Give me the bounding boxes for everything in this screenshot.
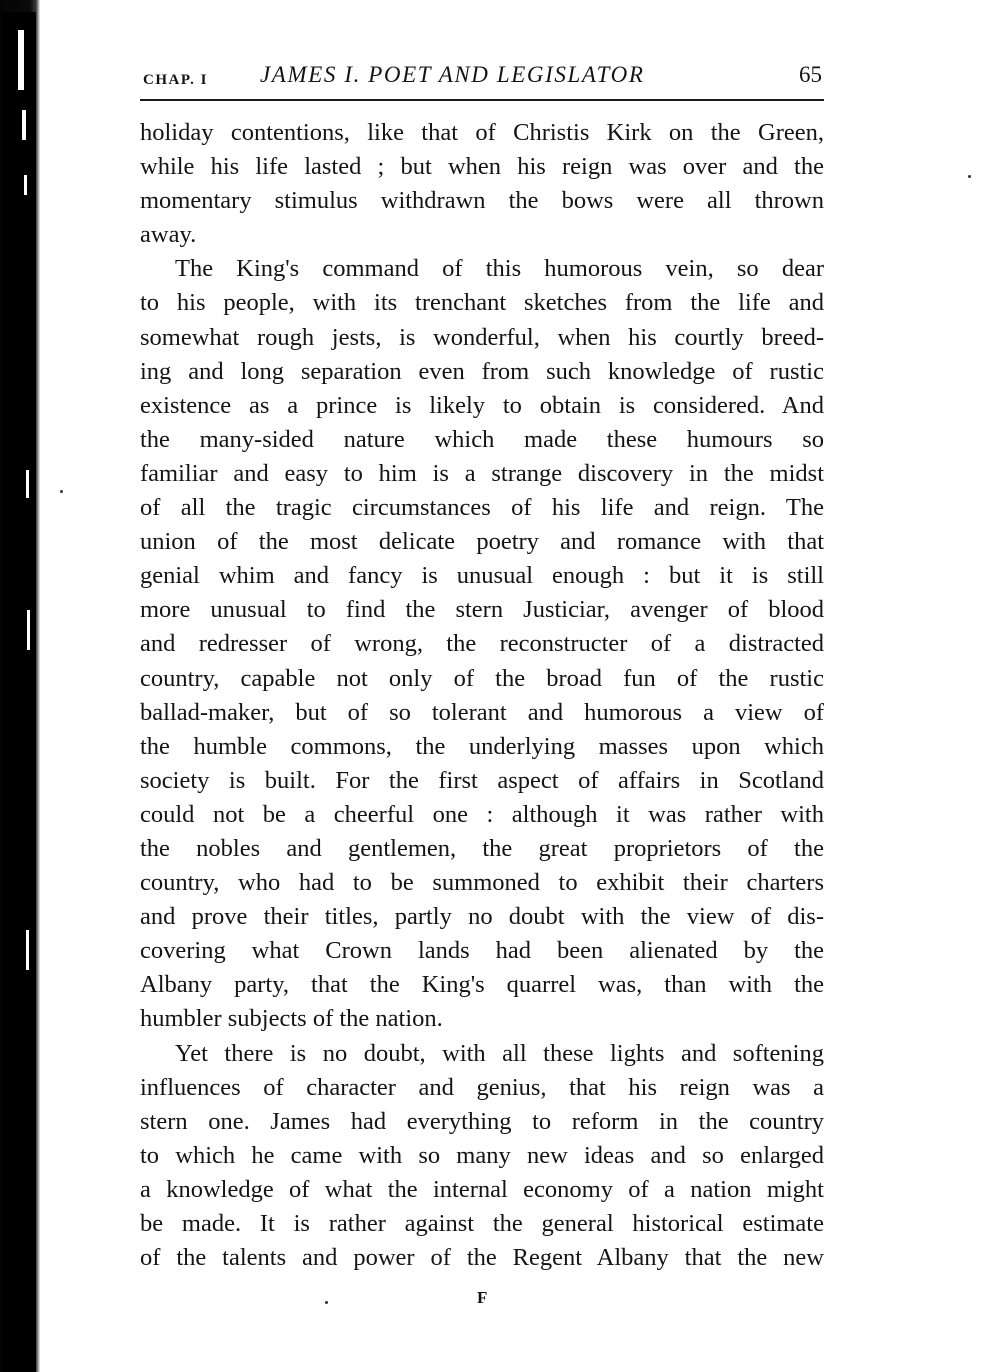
text-line: more unusual to find the stern Justiciar, avenger of blood: [140, 596, 824, 624]
text-line: stern one. James had everything to reform in the country: [140, 1107, 824, 1135]
header-rule: [140, 99, 824, 101]
text-line: familiar and easy to him is a strange discovery in the midst: [140, 459, 824, 487]
text-line: the humble commons, the underlying masses upon which: [140, 732, 824, 760]
binding-speck: [22, 110, 26, 140]
running-title: JAMES I. POET AND LEGISLATOR: [260, 62, 645, 87]
text-line: ballad-maker, but of so tolerant and humorous a view of: [140, 698, 824, 726]
signature-mark: F: [477, 1288, 488, 1307]
text-line: momentary stimulus withdrawn the bows were all thrown: [140, 187, 824, 215]
text-line: Albany party, that the King's quarrel was, than with the: [140, 971, 824, 999]
binding-strip: [2, 12, 36, 1372]
text-line: humbler subjects of the nation.: [140, 1005, 443, 1033]
chapter-label: CHAP. I: [143, 72, 208, 88]
text-line: country, capable not only of the broad fun of the rustic: [140, 664, 824, 692]
text-line: society is built. For the first aspect of affairs in Scotland: [140, 766, 824, 794]
text-line: to his people, with its trenchant sketches from the life and: [140, 289, 824, 317]
binding-speck: [27, 610, 30, 650]
text-line: country, who had to be summoned to exhibit their charters: [140, 869, 824, 897]
text-line: the many-sided nature which made these humours so: [140, 425, 824, 453]
text-line: influences of character and genius, that his reign was a: [140, 1073, 824, 1101]
binding-speck: [24, 175, 27, 195]
speck-dot: [968, 175, 971, 178]
running-header: [140, 58, 822, 98]
text-line: be made. It is rather against the general historical estimate: [140, 1210, 824, 1237]
speck-dot: [325, 1301, 328, 1304]
binding-speck: [26, 930, 29, 970]
text-line: covering what Crown lands had been alienated by the: [140, 937, 824, 965]
speck-dot: [60, 490, 63, 493]
text-line: and redresser of wrong, the reconstructer of a distracted: [140, 630, 824, 658]
text-line: could not be a cheerful one : although it was rather with: [140, 800, 824, 828]
text-line: genial whim and fancy is unusual enough : but it is still: [140, 562, 824, 590]
text-line: a knowledge of what the internal economy of a nation might: [140, 1175, 824, 1203]
text-line: existence as a prince is likely to obtain is considered. And: [140, 391, 824, 419]
text-line: somewhat rough jests, is wonderful, when his courtly breed-: [140, 323, 824, 351]
text-line: The King's command of this humorous vein, so dear: [175, 255, 824, 283]
text-line: away.: [140, 221, 197, 249]
binding-speck: [18, 30, 24, 90]
text-line: Yet there is no doubt, with all these lights and softening: [175, 1039, 824, 1067]
text-line: ing and long separation even from such knowledge of rustic: [140, 357, 824, 385]
text-line: of the talents and power of the Regent Albany that the new: [140, 1244, 824, 1272]
binding-shadow: [0, 0, 40, 1372]
binding-speck: [26, 470, 29, 498]
text-line: of all the tragic circumstances of his life and reign. The: [140, 494, 824, 522]
text-line: the nobles and gentlemen, the great proprietors of the: [140, 834, 824, 862]
text-line: and prove their titles, partly no doubt with the view of dis-: [140, 903, 824, 931]
text-line: holiday contentions, like that of Christis Kirk on the Green,: [140, 119, 824, 146]
text-line: to which he came with so many new ideas and so enlarged: [140, 1141, 824, 1169]
page-number: 65: [799, 62, 822, 87]
text-line: union of the most delicate poetry and romance with that: [140, 528, 824, 556]
body-text: [140, 116, 824, 1275]
text-line: while his life lasted ; but when his reign was over and the: [140, 153, 824, 181]
